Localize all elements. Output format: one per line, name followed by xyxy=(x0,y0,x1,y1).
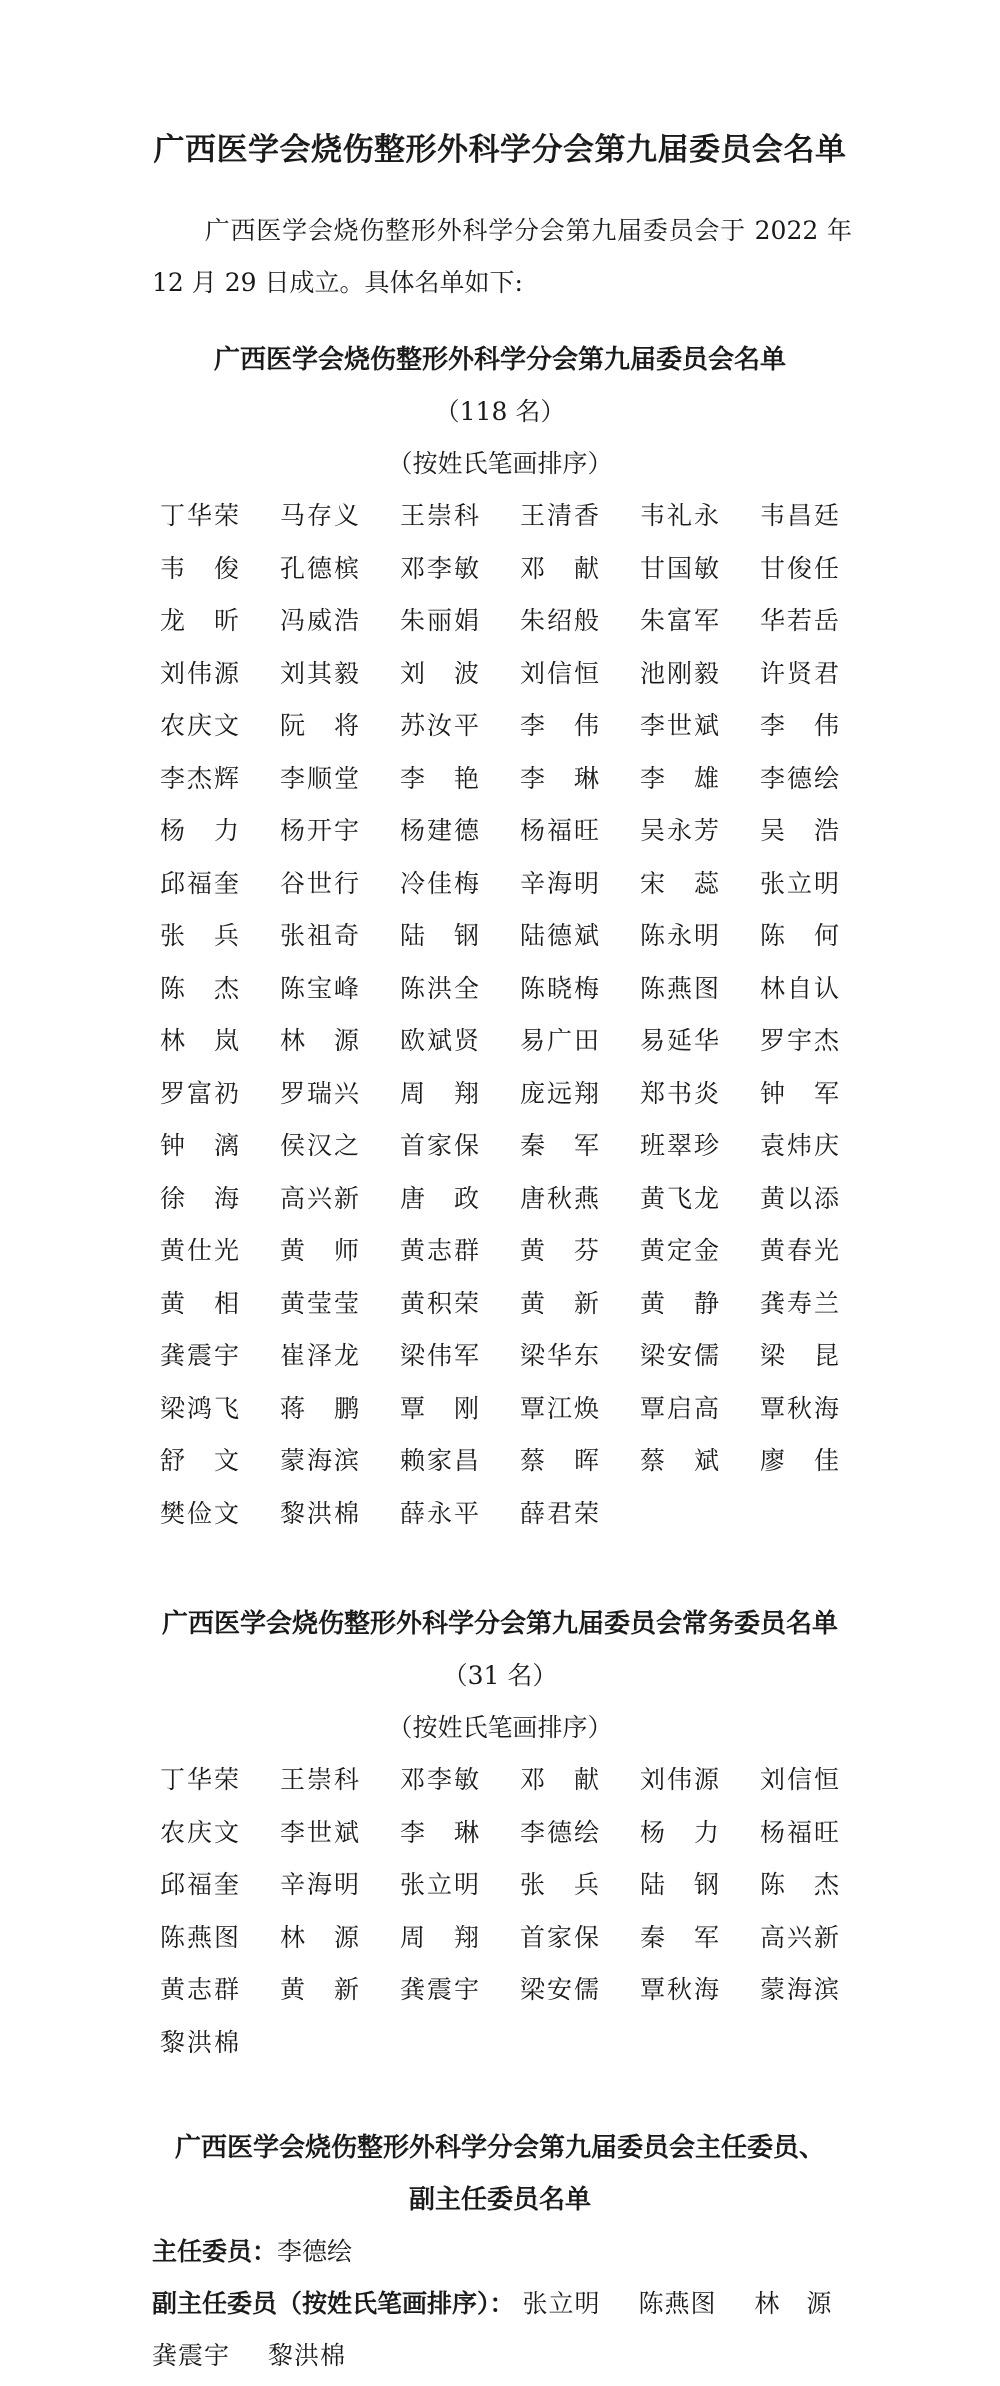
member-name: 黄以添 xyxy=(760,1183,840,1213)
member-name: 梁安儒 xyxy=(640,1341,720,1370)
member-name: 韦礼永 xyxy=(640,501,720,530)
member-name: 辛海明 xyxy=(520,868,600,898)
member-name: 邱福奎 xyxy=(160,1870,240,1899)
member-name: 罗宇杰 xyxy=(760,1026,840,1055)
member-name: 龙 昕 xyxy=(160,606,240,635)
member-name: 陈 杰 xyxy=(160,973,240,1003)
member-name: 王崇科 xyxy=(280,1765,360,1794)
member-name: 陈晓梅 xyxy=(520,973,600,1003)
member-name: 韦 俊 xyxy=(160,553,240,583)
member-name: 班翠珍 xyxy=(640,1131,720,1160)
committee-order-note: （按姓氏笔画排序） xyxy=(387,449,613,478)
member-name: 龚震宇 xyxy=(400,1975,480,2004)
member-name: 高兴新 xyxy=(760,1922,840,1952)
member-name: 钟 军 xyxy=(760,1078,840,1108)
vice-chair-name: 龚震宇 xyxy=(152,2341,231,2370)
member-name: 周 翔 xyxy=(400,1078,480,1108)
member-name: 龚寿兰 xyxy=(760,1288,840,1318)
member-name: 易广田 xyxy=(520,1026,600,1055)
vice-chair-line xyxy=(152,2278,872,2330)
member-name: 朱丽娟 xyxy=(400,606,480,635)
member-name: 李德绘 xyxy=(520,1817,600,1847)
member-name: 覃秋海 xyxy=(760,1393,840,1423)
standing-title: 广西医学会烧伤整形外科学分会第九届委员会常务委员名单 xyxy=(161,1609,838,1639)
member-name: 邓 献 xyxy=(520,1765,600,1794)
member-name: 农庆文 xyxy=(160,1817,240,1847)
document-title: 广西医学会烧伤整形外科学分会第九届委员会名单 xyxy=(153,132,847,168)
member-name: 秦 军 xyxy=(520,1131,600,1160)
member-name: 李 琳 xyxy=(400,1817,480,1847)
vice-chair-name: 陈燕图 xyxy=(638,2289,717,2318)
member-name: 黄定金 xyxy=(640,1236,720,1265)
member-name: 黄仕光 xyxy=(160,1236,240,1265)
standing-count: （31 名） xyxy=(442,1661,558,1690)
member-name: 李 伟 xyxy=(760,711,840,740)
standing-order-note: （按姓氏笔画排序） xyxy=(387,1713,613,1742)
member-name: 郑书炎 xyxy=(640,1078,720,1108)
member-name: 梁 昆 xyxy=(760,1341,840,1370)
member-name: 陆德斌 xyxy=(520,921,600,950)
member-name: 杨 力 xyxy=(160,816,240,845)
member-name: 李德绘 xyxy=(760,763,840,793)
member-name: 李 艳 xyxy=(400,763,480,793)
member-name: 丁华荣 xyxy=(160,501,240,530)
member-name: 覃江焕 xyxy=(520,1393,600,1423)
member-name: 黄 相 xyxy=(160,1288,240,1318)
member-name: 池刚毅 xyxy=(640,658,720,688)
member-name: 唐秋燕 xyxy=(520,1183,600,1213)
vice-chair-label: 副主任委员（按姓氏笔画排序）： xyxy=(152,2289,515,2318)
member-name: 黄 芬 xyxy=(520,1236,600,1265)
member-name: 梁华东 xyxy=(520,1341,600,1370)
member-name: 庞远翔 xyxy=(520,1078,600,1108)
member-name: 李世斌 xyxy=(640,711,720,740)
member-name: 蒙海滨 xyxy=(280,1446,360,1475)
member-name: 刘信恒 xyxy=(520,658,600,688)
leaders-title-line1: 广西医学会烧伤整形外科学分会第九届委员会主任委员、 xyxy=(174,2133,825,2163)
member-name: 黎洪棉 xyxy=(280,1498,360,1528)
member-name: 覃秋海 xyxy=(640,1975,720,2004)
member-name: 吴 浩 xyxy=(760,816,840,845)
member-name: 陈宝峰 xyxy=(280,973,360,1003)
member-name: 秦 军 xyxy=(640,1922,720,1952)
member-name: 杨建德 xyxy=(400,816,480,845)
member-name: 甘国敏 xyxy=(640,553,720,583)
member-name: 王崇科 xyxy=(400,501,480,530)
member-name: 吴永芳 xyxy=(640,816,720,845)
member-name: 黄积荣 xyxy=(400,1288,480,1318)
member-name: 许贤君 xyxy=(760,658,840,688)
standing-member-list xyxy=(160,1754,860,2069)
member-name: 首家保 xyxy=(400,1131,480,1160)
member-name: 唐 政 xyxy=(400,1183,480,1213)
committee-count: （118 名） xyxy=(434,397,566,426)
member-name: 梁伟军 xyxy=(400,1341,480,1370)
chair-label: 主任委员： xyxy=(152,2237,278,2266)
member-name: 刘伟源 xyxy=(160,658,240,688)
member-name: 钟 漓 xyxy=(160,1131,240,1160)
member-name: 张祖奇 xyxy=(280,921,360,950)
member-name: 蒋 鹏 xyxy=(280,1393,360,1423)
member-name: 覃启高 xyxy=(640,1393,720,1423)
member-name: 蔡 晖 xyxy=(520,1446,600,1475)
member-name: 黄 师 xyxy=(280,1236,360,1265)
member-name: 林 源 xyxy=(280,1026,360,1055)
member-name: 邓李敏 xyxy=(400,1765,480,1794)
member-name: 林 源 xyxy=(280,1922,360,1952)
member-name: 朱富军 xyxy=(640,606,720,635)
member-name: 张立明 xyxy=(760,868,840,898)
chair-name: 李德绘 xyxy=(277,2237,353,2266)
member-name: 黄志群 xyxy=(160,1975,240,2004)
member-name: 刘 波 xyxy=(400,658,480,688)
member-name: 徐 海 xyxy=(160,1183,240,1213)
member-name: 宋 蕊 xyxy=(640,868,720,898)
member-name: 蒙海滨 xyxy=(760,1975,840,2004)
member-name: 甘俊任 xyxy=(760,553,840,583)
member-name: 薛君荣 xyxy=(520,1498,600,1528)
member-name: 罗瑞兴 xyxy=(280,1078,360,1108)
member-name: 龚震宇 xyxy=(160,1341,240,1370)
committee-title: 广西医学会烧伤整形外科学分会第九届委员会名单 xyxy=(213,345,786,375)
member-name: 高兴新 xyxy=(280,1183,360,1213)
member-name: 阮 将 xyxy=(280,711,360,740)
member-name: 华若岳 xyxy=(760,606,840,635)
member-name: 冷佳梅 xyxy=(400,868,480,898)
leaders-title-line2: 副主任委员名单 xyxy=(408,2185,591,2215)
vice-chair-line-continued xyxy=(152,2330,872,2382)
member-name: 黄 新 xyxy=(520,1288,600,1318)
member-name: 张 兵 xyxy=(160,921,240,950)
member-name: 梁鸿飞 xyxy=(160,1393,240,1423)
member-name: 蔡 斌 xyxy=(640,1446,720,1475)
member-name: 侯汉之 xyxy=(280,1131,360,1160)
member-name: 崔泽龙 xyxy=(280,1341,360,1370)
member-name: 薛永平 xyxy=(400,1498,480,1528)
member-name: 朱绍般 xyxy=(520,606,600,635)
member-name: 赖家昌 xyxy=(400,1446,480,1475)
member-name: 李世斌 xyxy=(280,1817,360,1847)
member-name: 罗富礽 xyxy=(160,1078,240,1108)
member-name: 农庆文 xyxy=(160,711,240,740)
vice-chair-name: 黎洪棉 xyxy=(267,2341,346,2370)
member-name: 冯威浩 xyxy=(280,606,360,635)
member-name: 袁炜庆 xyxy=(760,1131,840,1160)
member-name: 黄志群 xyxy=(400,1236,480,1265)
member-name: 陆 钢 xyxy=(400,921,480,950)
member-name: 首家保 xyxy=(520,1922,600,1952)
member-name: 欧斌贤 xyxy=(400,1026,480,1055)
committee-member-list xyxy=(160,490,860,1540)
member-name: 邱福奎 xyxy=(160,868,240,898)
member-name: 黄 新 xyxy=(280,1975,360,2004)
member-name: 陆 钢 xyxy=(640,1870,720,1899)
member-name: 舒 文 xyxy=(160,1446,240,1475)
chair-line xyxy=(152,2226,872,2278)
member-name: 杨福旺 xyxy=(520,816,600,845)
member-name: 邓 献 xyxy=(520,553,600,583)
member-name: 林 岚 xyxy=(160,1026,240,1055)
member-name: 杨福旺 xyxy=(760,1817,840,1847)
member-name: 黄飞龙 xyxy=(640,1183,720,1213)
intro-text: 广西医学会烧伤整形外科学分会第九届委员会于 2022 年 12 月 29 日成立。具体名单如下: xyxy=(152,216,852,297)
member-name: 苏汝平 xyxy=(400,711,480,740)
member-name: 李杰辉 xyxy=(160,763,240,793)
member-name: 刘信恒 xyxy=(760,1765,840,1794)
member-name: 周 翔 xyxy=(400,1922,480,1952)
member-name: 梁安儒 xyxy=(520,1975,600,2004)
vice-chair-name: 林 源 xyxy=(754,2289,833,2318)
member-name: 谷世行 xyxy=(280,868,360,898)
member-name: 林自认 xyxy=(760,973,840,1003)
member-name: 杨 力 xyxy=(640,1817,720,1847)
member-name: 易延华 xyxy=(640,1026,720,1055)
member-name: 陈燕图 xyxy=(160,1922,240,1952)
member-name: 李 琳 xyxy=(520,763,600,793)
intro-paragraph xyxy=(152,205,852,309)
member-name: 邓李敏 xyxy=(400,553,480,583)
member-name: 黄莹莹 xyxy=(280,1288,360,1318)
member-name: 陈洪全 xyxy=(400,973,480,1003)
member-name: 黄春光 xyxy=(760,1236,840,1265)
member-name: 陈 杰 xyxy=(760,1870,840,1899)
member-name: 廖 佳 xyxy=(760,1446,840,1475)
member-name: 杨开宇 xyxy=(280,816,360,845)
member-name: 陈永明 xyxy=(640,921,720,950)
member-name: 覃 刚 xyxy=(400,1393,480,1423)
member-name: 陈燕图 xyxy=(640,973,720,1003)
member-name: 张立明 xyxy=(400,1870,480,1899)
member-name: 黄 静 xyxy=(640,1288,720,1318)
member-name: 陈 何 xyxy=(760,921,840,950)
vice-chair-name: 张立明 xyxy=(522,2289,601,2318)
member-name: 刘伟源 xyxy=(640,1765,720,1794)
member-name: 辛海明 xyxy=(280,1870,360,1899)
member-name: 樊俭文 xyxy=(160,1498,240,1528)
member-name: 韦昌廷 xyxy=(760,501,840,530)
member-name: 黎洪棉 xyxy=(160,2027,240,2057)
member-name: 张 兵 xyxy=(520,1870,600,1899)
member-name: 丁华荣 xyxy=(160,1765,240,1794)
member-name: 李 雄 xyxy=(640,763,720,793)
member-name: 孔德槟 xyxy=(280,553,360,583)
member-name: 马存义 xyxy=(280,501,360,530)
member-name: 李顺堂 xyxy=(280,763,360,793)
member-name: 李 伟 xyxy=(520,711,600,740)
member-name: 刘其毅 xyxy=(280,658,360,688)
member-name: 王清香 xyxy=(520,501,600,530)
